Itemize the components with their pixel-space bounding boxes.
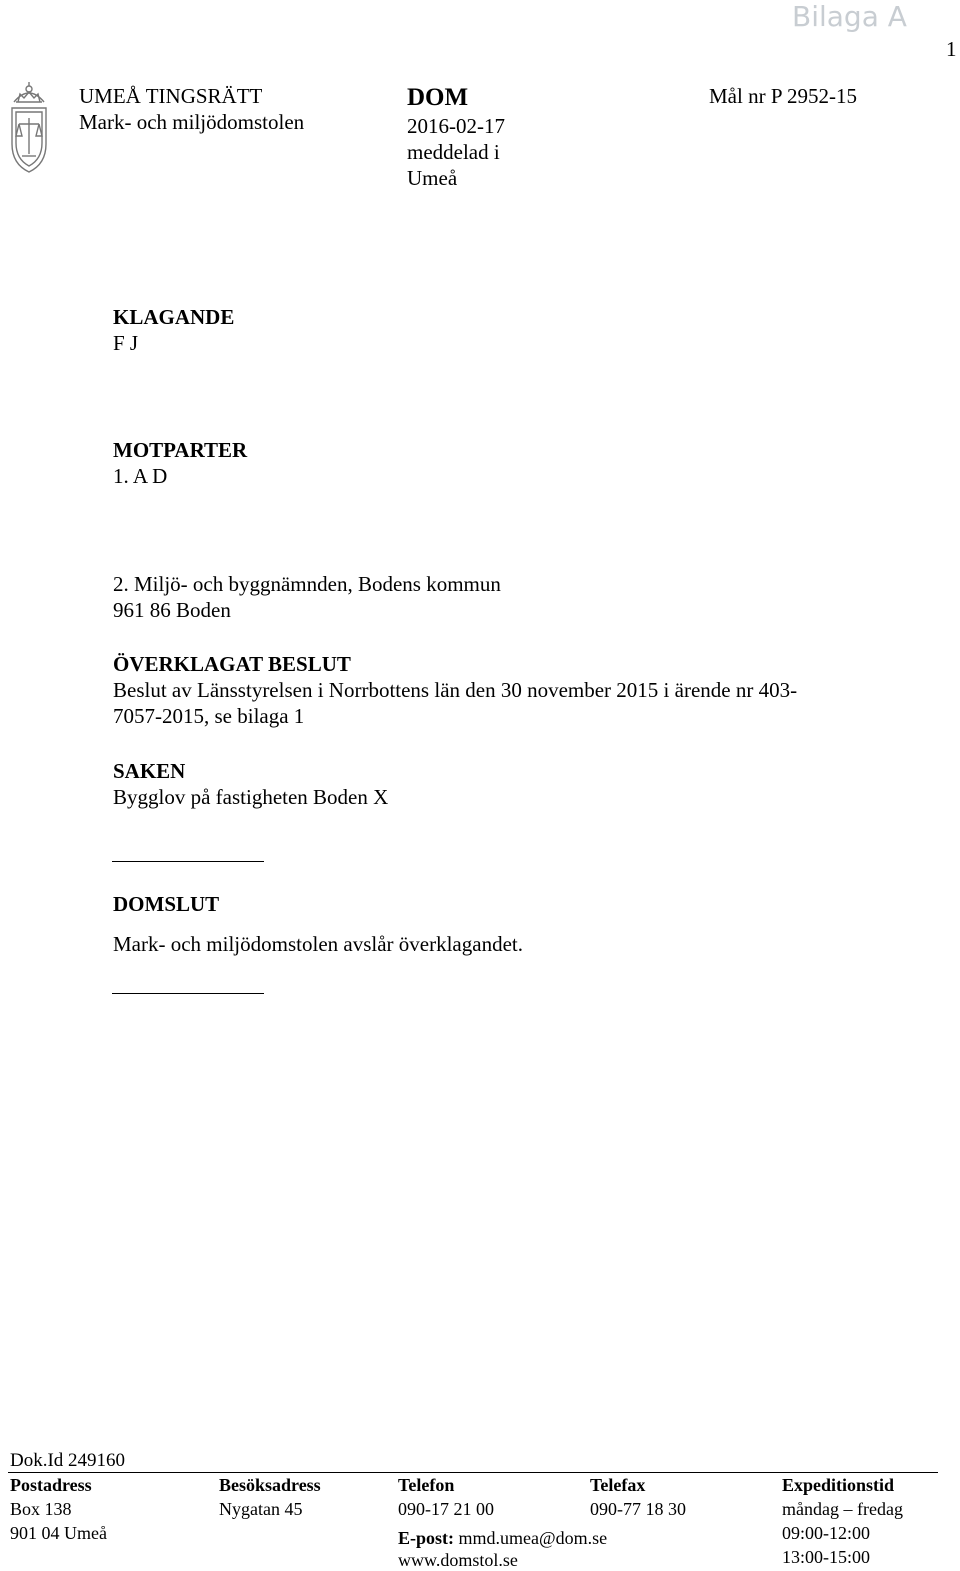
appealed-decision-line-1: Beslut av Länsstyrelsen i Norrbottens län den 30 november 2015 i ärende nr 403- [113,678,798,702]
hours-heading: Expeditionstid [782,1475,895,1495]
hours-morning: 09:00-12:00 [782,1523,870,1543]
opposing-party-2-address: 961 86 Boden [113,598,231,622]
matter-section [113,758,388,810]
hours-days: måndag – fredag [782,1499,903,1519]
opposing-party-2-name: 2. Miljö- och byggnämnden, Bodens kommun [113,572,501,596]
appealed-decision-heading: ÖVERKLAGAT BESLUT [113,652,351,676]
document-id: Dok.Id 249160 [10,1450,126,1471]
website-link[interactable]: www.domstol.se [398,1550,518,1570]
appealed-decision-section [113,651,797,729]
phone-value[interactable]: 090-17 21 00 [398,1499,494,1519]
appealed-decision-line-2: 7057-2015, se bilaga 1 [113,704,305,728]
visit-line-1: Nygatan 45 [219,1499,303,1519]
court-division: Mark- och miljödomstolen [79,110,305,134]
court-header [79,83,304,135]
matter-text: Bygglov på fastigheten Boden X [113,785,389,809]
court-coat-of-arms-logo [4,80,54,176]
attachment-label: Bilaga A [792,0,907,33]
matter-heading: SAKEN [113,759,186,783]
separator-line [112,861,264,862]
issued-place: Umeå [407,166,458,190]
document-info [407,83,505,191]
postal-line-2: 901 04 Umeå [10,1523,107,1543]
appellant-heading: KLAGANDE [113,305,235,329]
visit-heading: Besöksadress [219,1475,321,1495]
issued-label: meddelad i [407,140,500,164]
footer-postal-address [10,1473,107,1545]
opposing-party-2 [113,571,501,623]
footer-contact [398,1527,607,1571]
opposing-party-1: 1. A D [113,464,168,488]
judgment-heading: DOMSLUT [113,892,220,916]
hours-afternoon: 13:00-15:00 [782,1547,870,1567]
separator-line [112,993,264,994]
appellant-name: F J [113,331,139,355]
appellant-section [113,304,234,356]
opposing-parties-heading: MOTPARTER [113,438,248,462]
footer-office-hours [782,1473,903,1569]
fax-value: 090-77 18 30 [590,1499,686,1519]
opposing-parties-section [113,437,247,489]
page-number: 1 [946,37,957,61]
court-name: UMEÅ TINGSRÄTT [79,84,263,108]
phone-heading: Telefon [398,1475,455,1495]
email-link[interactable]: mmd.umea@dom.se [458,1528,608,1548]
fax-heading: Telefax [590,1475,646,1495]
email-label: E-post: [398,1528,455,1548]
footer-fax [590,1473,686,1521]
case-number: Mål nr P 2952-15 [709,84,857,108]
footer-visit-address [219,1473,321,1521]
document-date: 2016-02-17 [407,114,505,138]
postal-line-1: Box 138 [10,1499,72,1519]
document-type: DOM [407,84,469,111]
judgment-text: Mark- och miljödomstolen avslår överklagandet. [113,932,523,956]
footer-phone [398,1473,494,1521]
postal-heading: Postadress [10,1475,92,1495]
